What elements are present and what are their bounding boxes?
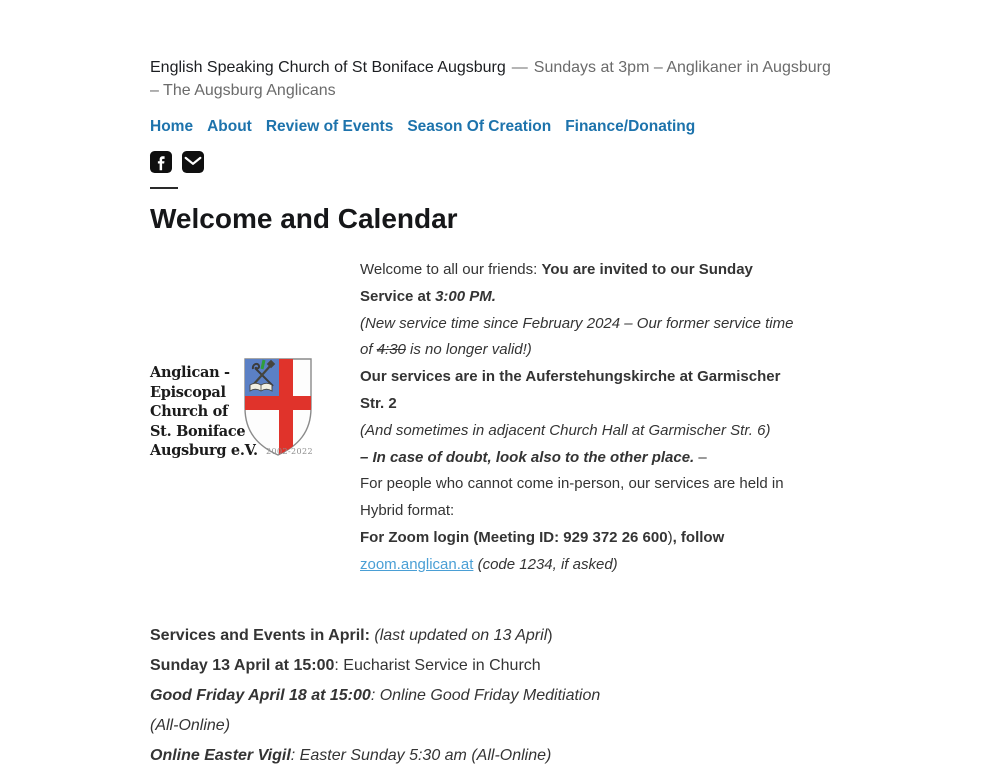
text-segment: Sunday 13 April at 15:00 <box>150 656 335 674</box>
crest-text-line: Anglican - <box>150 364 230 381</box>
text-segment: (New service time since February 2024 – Our former service time <box>360 314 794 332</box>
welcome-section <box>150 256 850 579</box>
text-segment: For Zoom login (Meeting ID: 929 372 26 600 <box>360 528 668 546</box>
text-segment: You are invited to our Sunday <box>541 261 753 278</box>
content-column <box>150 0 850 771</box>
text-segment: Hybrid format: <box>360 502 455 520</box>
text-line <box>150 681 850 711</box>
text-segment: Welcome to all our friends: <box>360 261 542 278</box>
text-segment: ) <box>667 528 673 546</box>
text-line <box>360 364 850 391</box>
text-segment: : Online Good Friday Meditiation <box>370 686 601 704</box>
text-line <box>360 284 850 311</box>
zoom-anglican-link[interactable]: zoom.anglican.at <box>360 555 474 573</box>
text-segment: Online Easter Vigil <box>150 746 291 764</box>
text-segment: : Easter Sunday 5:30 am (All-Online) <box>290 746 552 764</box>
site-branding <box>150 56 842 102</box>
text-segment: is no longer valid!) <box>405 341 532 359</box>
text-segment: Str. 2 <box>360 394 397 412</box>
church-crest <box>150 356 318 462</box>
nav-item-home[interactable]: Home <box>150 118 194 135</box>
text-line <box>360 391 850 418</box>
text-segment: Service at <box>360 287 436 305</box>
text-segment: – In case of doubt, look also to the other place. <box>360 448 695 466</box>
nav-item-season-of-creation[interactable]: Season Of Creation <box>407 118 552 135</box>
text-segment: (code 1234, if asked) <box>477 555 618 573</box>
text-line <box>360 445 850 472</box>
crest-text-line: Episcopal <box>150 383 226 401</box>
site-title-link[interactable]: English Speaking Church of St Boniface Augsburg <box>150 59 506 76</box>
intro-text <box>360 256 850 579</box>
email-icon <box>182 151 204 173</box>
text-segment: Good Friday April 18 at 15:00 <box>150 686 371 704</box>
site-header <box>150 56 850 189</box>
nav-item-finance-donating[interactable]: Finance/Donating <box>565 118 696 135</box>
text-segment: ( <box>360 421 365 439</box>
text-segment: – <box>694 448 707 466</box>
crest-text-line: Church of <box>150 403 228 420</box>
text-line <box>360 525 850 552</box>
church-crest-shield-icon <box>242 356 314 458</box>
text-segment: (last updated on 13 April <box>374 626 548 644</box>
page-title: Welcome and Calendar <box>150 203 458 234</box>
crest-years: 2002-2022 <box>266 447 314 456</box>
crest-text-line: St. Boniface <box>150 422 246 440</box>
text-line <box>150 711 850 741</box>
text-line <box>150 621 850 651</box>
text-segment: ) <box>765 421 771 439</box>
crest-column <box>150 256 360 579</box>
text-segment: And sometimes in adjacent Church Hall at Garmischer Str. 6 <box>365 421 766 439</box>
text-line <box>360 552 850 579</box>
text-segment: Our services are in the Auferstehungskirche at Garmischer <box>360 368 781 386</box>
nav-item-about[interactable]: About <box>207 118 252 135</box>
text-line <box>360 498 850 525</box>
text-line <box>150 651 850 681</box>
nav-item-review-of-events[interactable]: Review of Events <box>265 118 394 135</box>
text-line <box>360 418 850 445</box>
social-links <box>150 151 850 173</box>
text-segment: 3:00 PM. <box>435 287 496 305</box>
text-line <box>150 741 850 771</box>
text-segment: 4:30 <box>376 341 406 359</box>
text-line <box>360 337 850 364</box>
text-segment: , follow <box>672 528 725 546</box>
text-segment: (All-Online) <box>150 716 231 734</box>
text-segment: Services and Events in April: <box>150 626 370 644</box>
text-segment: ) <box>547 626 553 644</box>
email-link[interactable] <box>182 151 204 173</box>
text-segment: : Eucharist Service in Church <box>334 656 541 674</box>
text-line <box>360 471 850 498</box>
facebook-icon <box>150 151 172 173</box>
events-list <box>150 621 850 771</box>
text-line <box>360 311 850 338</box>
facebook-link[interactable] <box>150 151 172 173</box>
header-divider <box>150 187 178 189</box>
text-segment: of <box>360 341 377 359</box>
text-segment: For people who cannot come in-person, our services are held in <box>360 475 784 493</box>
site-tagline: Sundays at 3pm – Anglikaner in Augsburg – The Augsburg Anglicans <box>150 59 831 99</box>
primary-nav <box>150 118 850 136</box>
crest-text-line: Augsburg e.V. <box>150 442 258 459</box>
title-separator: — <box>511 59 528 76</box>
text-line <box>360 257 850 284</box>
